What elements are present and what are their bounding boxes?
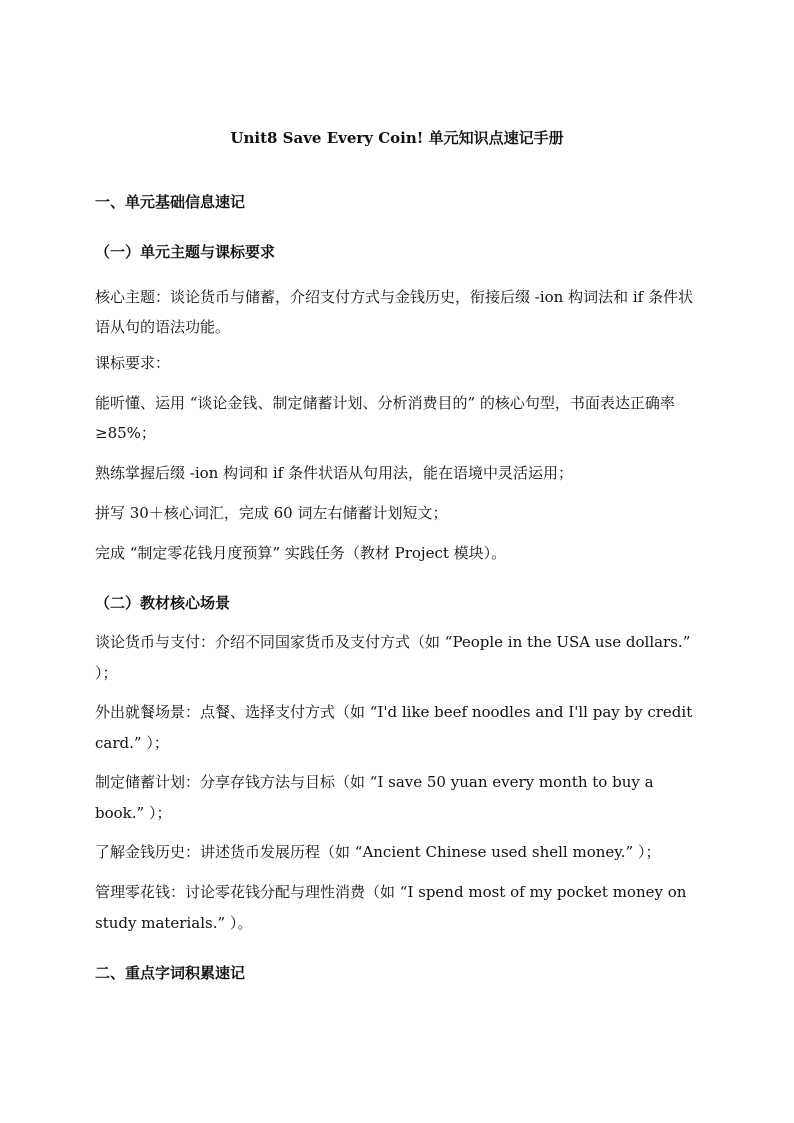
requirement-item-2: 熟练掌握后缀 -ion 构词和 if 条件状语从句用法，能在语境中灵活运用；	[95, 464, 573, 482]
core-theme-paragraph: 核心主题：谈论货币与储蓄，介绍支付方式与金钱历史，衔接后缀 -ion 构词法和 if 条件状语从句的语法功能。	[95, 288, 693, 336]
scene-item-4: 了解金钱历史：讲述货币发展历程（如 “Ancient Chinese used shell money.” ）；	[95, 843, 661, 861]
requirement-item-1: 能听懂、运用 “谈论金钱、制定储蓄计划、分析消费目的” 的核心句型，书面表达正确率≥85%；	[95, 394, 675, 442]
section-heading-1: 一、单元基础信息速记	[95, 193, 246, 211]
scene-item-2: 外出就餐场景：点餐、选择支付方式（如 “I'd like beef noodles and I'll pay by credit card.” ）；	[95, 703, 693, 752]
requirement-item-3: 拼写 30＋核心词汇，完成 60 词左右储蓄计划短文；	[95, 504, 448, 522]
scene-item-5: 管理零花钱：讨论零花钱分配与理性消费（如 “I spend most of my pocket money on study materials.” ）。	[95, 883, 687, 932]
requirements-label: 课标要求：	[95, 354, 171, 372]
requirement-item-4: 完成 “制定零花钱月度预算” 实践任务（教材 Project 模块）。	[95, 544, 507, 562]
document-title: Unit8 Save Every Coin! 单元知识点速记手册	[230, 129, 564, 147]
subsection-heading-2: （二）教材核心场景	[95, 594, 231, 612]
scene-item-3: 制定储蓄计划：分享存钱方法与目标（如 “I save 50 yuan every month to buy a book.” ）；	[95, 773, 654, 822]
scene-item-1: 谈论货币与支付：介绍不同国家货币及支付方式（如 “People in the USA use dollars.” ）；	[95, 633, 691, 682]
section-heading-2: 二、重点字词积累速记	[95, 964, 246, 982]
subsection-heading-1: （一）单元主题与课标要求	[95, 243, 276, 261]
